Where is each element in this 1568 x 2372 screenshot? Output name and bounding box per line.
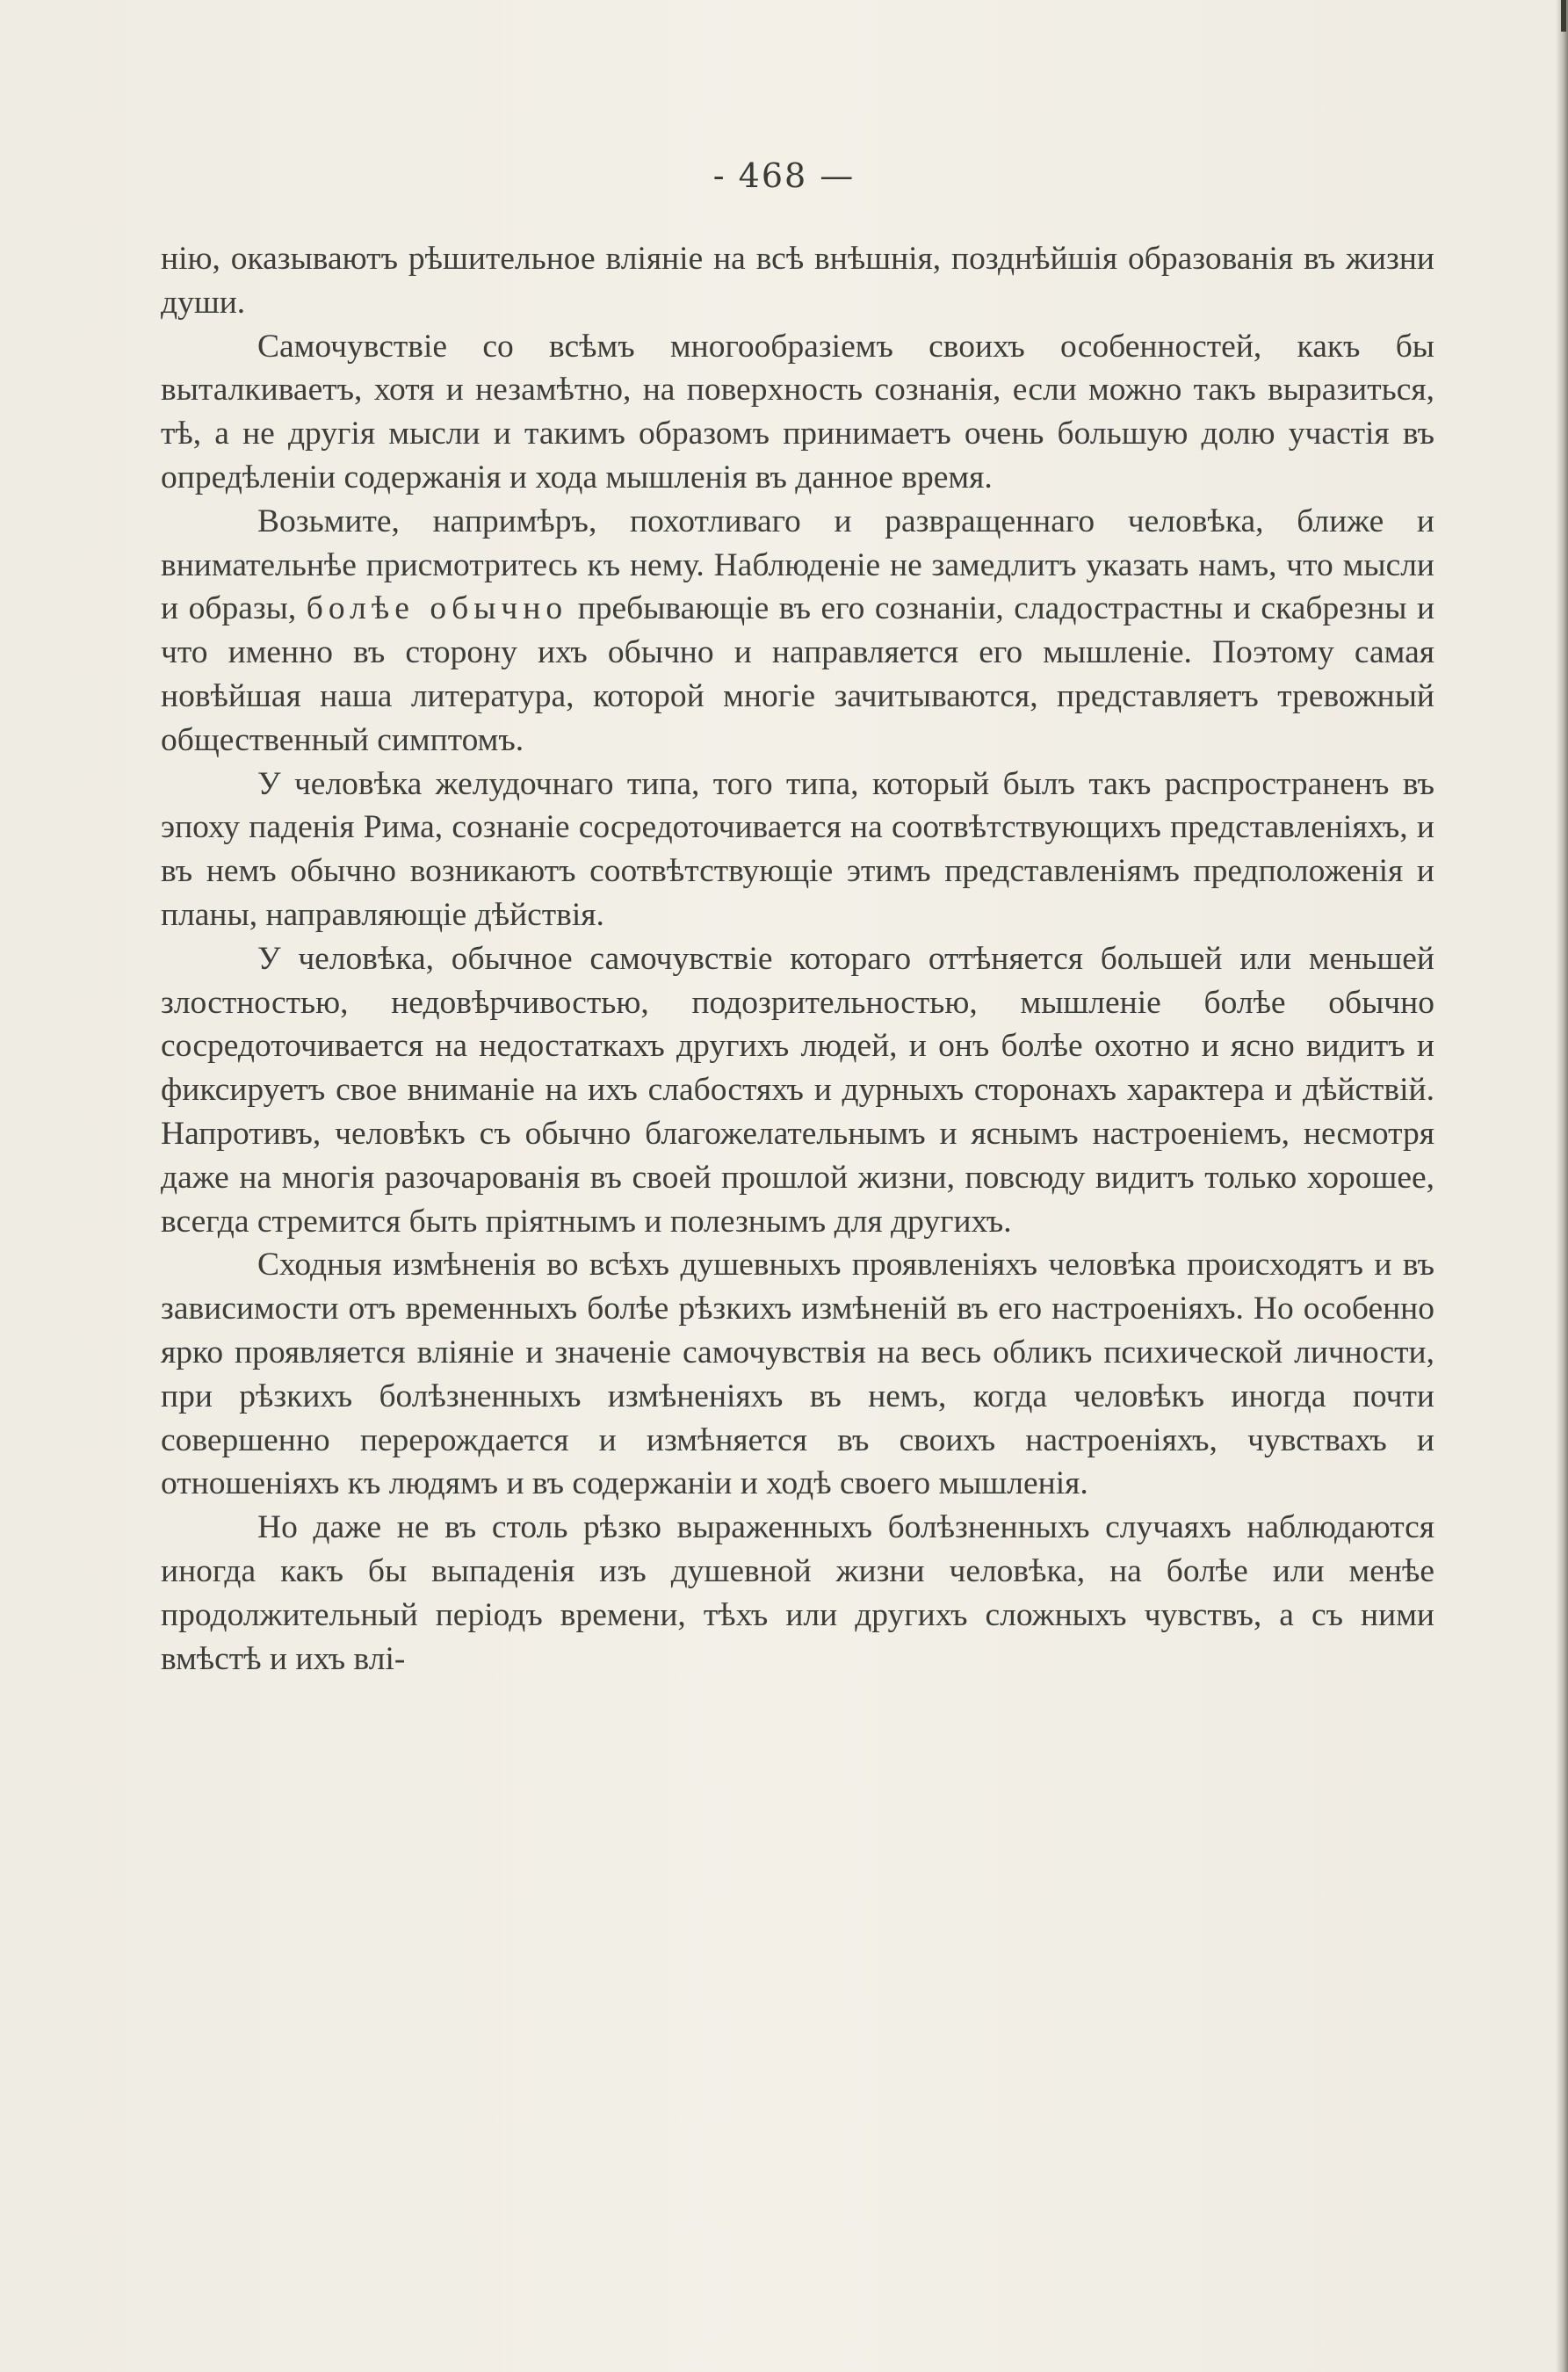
- page-edge-shadow: [1556, 0, 1568, 2372]
- paragraph-1: нію, оказываютъ рѣшительное вліяніе на всѣ внѣшнія, позднѣйшія образованія въ жизни души.: [161, 241, 1434, 321]
- paragraph-7: Но даже не въ столь рѣзко выраженныхъ болѣзненныхъ случаяхъ наблюдаются иногда какъ бы выпаденія изъ душевной жизни человѣка, на болѣе или менѣе продолжительный періодъ времени, тѣхъ или другихъ сложныхъ чувствъ, а съ ними вмѣстѣ и ихъ влі-: [161, 1509, 1434, 1677]
- page-edge-mark: [1561, 0, 1566, 32]
- paragraph-3-spaced-emphasis: болѣе обычно: [306, 590, 568, 627]
- paragraph-3-end: пребывающіе въ его сознаніи, сладострастны и скабрезны и что именно въ сторону ихъ обычно и направляется его мышленіе. Поэтому самая новѣйшая наша литература, которой многіе зачитываются, представляетъ тревожный общественный симптомъ.: [161, 590, 1435, 758]
- body-text: [161, 237, 1434, 1681]
- paragraph-4: У человѣка желудочнаго типа, того типа, который былъ такъ распространенъ въ эпоху паденія Рима, сознаніе сосредоточивается на соотвѣтствующихъ представленіяхъ, и въ немъ обычно возникаютъ соотвѣтствующіе этимъ представленіямъ предположенія и планы, направляющіе дѣйствія.: [161, 765, 1434, 933]
- paragraph-3-start: Возьмите, напримѣръ, похотливаго и развращеннаго человѣка, ближе и внимательнѣе присмотритесь къ нему. Наблюденіе не замедлитъ указать намъ, что мысли и образы,: [161, 503, 1434, 627]
- paragraph-5: У человѣка, обычное самочувствіе котораго оттѣняется большей или меньшей злостностью, недовѣрчивостью, подозрительностью, мышленіе болѣе обычно сосредоточивается на недостаткахъ другихъ людей, и онъ болѣе охотно и ясно видитъ и фиксируетъ свое вниманіе на ихъ слабостяхъ и дурныхъ сторонахъ характера и дѣйствій. Напротивъ, человѣкъ съ обычно благожелательнымъ и яснымъ настроеніемъ, несмотря даже на многія разочарованія въ своей прошлой жизни, повсюду видитъ только хорошее, всегда стремится быть пріятнымъ и полезнымъ для другихъ.: [161, 940, 1434, 1240]
- paragraph-2: Самочувствіе со всѣмъ многообразіемъ своихъ особенностей, какъ бы выталкиваетъ, хотя и незамѣтно, на поверхность сознанія, если можно такъ выразиться, тѣ, а не другія мысли и такимъ образомъ принимаетъ очень большую долю участія въ опредѣленіи содержанія и хода мышленія въ данное время.: [161, 328, 1434, 495]
- paragraph-6: Сходныя измѣненія во всѣхъ душевныхъ проявленіяхъ человѣка происходятъ и въ зависимости отъ временныхъ болѣе рѣзкихъ измѣненій въ его настроеніяхъ. Но особенно ярко проявляется вліяніе и значеніе самочувствія на весь обликъ психической личности, при рѣзкихъ болѣзненныхъ измѣненіяхъ въ немъ, когда человѣкъ иногда почти совершенно перерождается и измѣняется въ своихъ настроеніяхъ, чувствахъ и отношеніяхъ къ людямъ и въ содержаніи и ходѣ своего мышленія.: [161, 1247, 1434, 1502]
- paragraph-3: [161, 500, 1434, 763]
- page-number: - 468 —: [712, 156, 856, 195]
